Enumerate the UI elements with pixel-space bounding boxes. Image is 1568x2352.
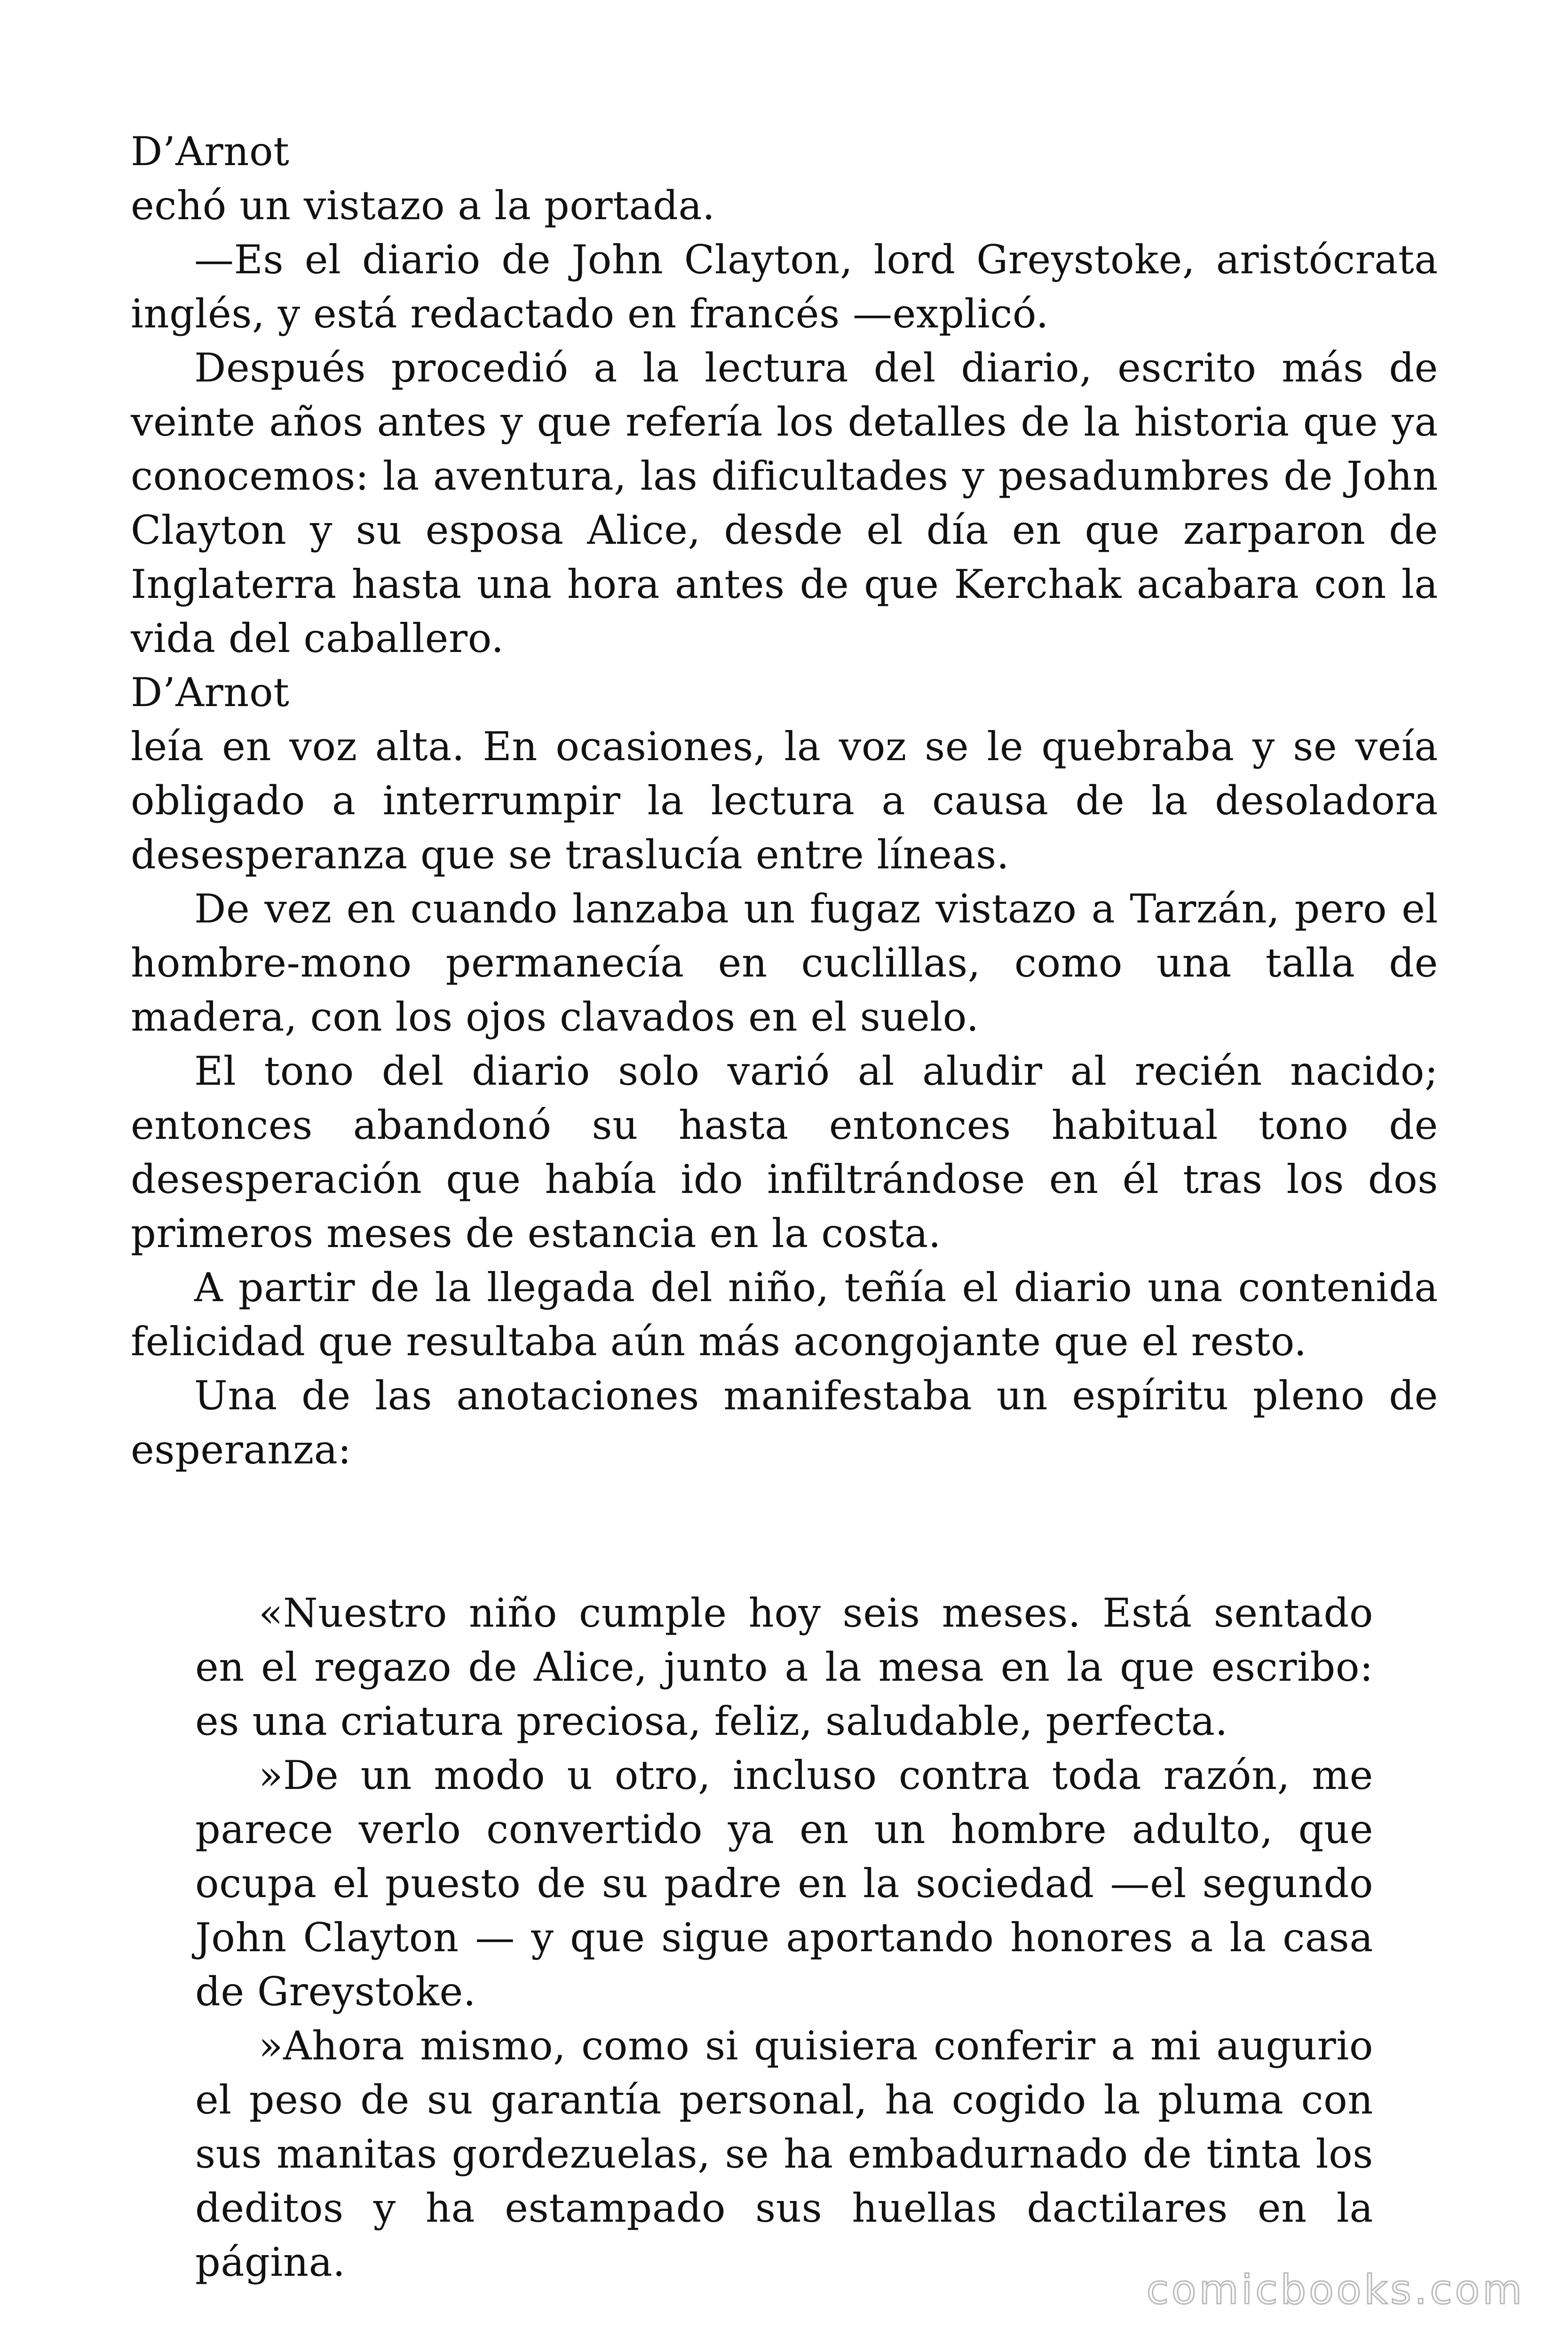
paragraph: echó un vistazo a la portada.: [131, 183, 715, 229]
diary-quote: [131, 1477, 1373, 2289]
page-body: [131, 125, 1438, 2289]
quote-paragraph: »De un modo u otro, incluso contra toda razón, me parece verlo convertido ya en un hombre adulto, que ocupa el puesto de su padre en la sociedad —el segundo John Clayton — y que sigue aportando honores a la casa de Greystoke.: [195, 1752, 1373, 2015]
quote-paragraph: «Nuestro niño cumple hoy seis meses. Está sentado en el regazo de Alice, junto a la mesa en la que escribo: es una criatura preciosa, feliz, saludable, perfecta.: [195, 1590, 1373, 1744]
paragraph: leía en voz alta. En ocasiones, la voz se le quebraba y se veía obligado a interrumpir la lectura a causa de la desoladora desesperanza que se traslucía entre líneas.: [131, 723, 1438, 878]
quote-paragraph: »Ahora mismo, como si quisiera conferir a mi augurio el peso de su garantía personal, ha cogido la pluma con sus manitas gordezuelas, se ha embadurnado de tinta los deditos y ha estampado sus huellas dactilares en la página.: [195, 2023, 1373, 2285]
paragraph: D’Arnot: [131, 669, 290, 715]
paragraph: El tono del diario solo varió al aludir al recién nacido; entonces abandonó su hasta entonces habitual tono de desesperación que había ido infiltrándose en él tras los dos primeros meses de estancia en la costa.: [131, 1048, 1438, 1256]
paragraph: De vez en cuando lanzaba un fugaz vistazo a Tarzán, pero el hombre-mono permanecía en cuclillas, como una talla de madera, con los ojos clavados en el suelo.: [131, 886, 1438, 1040]
paragraph: Una de las anotaciones manifestaba un espíritu pleno de esperanza:: [131, 1373, 1438, 1473]
paragraph: —Es el diario de John Clayton, lord Greystoke, aristócrata inglés, y está redactado en francés —explicó.: [131, 237, 1438, 337]
paragraph: D’Arnot: [131, 128, 290, 175]
paragraph: A partir de la llegada del niño, teñía el diario una contenida felicidad que resultaba aún más acongojante que el resto.: [131, 1264, 1438, 1365]
watermark: comicbooks.com: [1146, 2266, 1525, 2313]
paragraph: Después procedió a la lectura del diario, escrito más de veinte años antes y que refería los detalles de la historia que ya conocemos: la aventura, las dificultades y pesadumbres de John Clayton y su esposa Alice, desde el día en que zarparon de Inglaterra hasta una hora antes de que Kerchak acabara con la vida del caballero.: [131, 345, 1438, 661]
